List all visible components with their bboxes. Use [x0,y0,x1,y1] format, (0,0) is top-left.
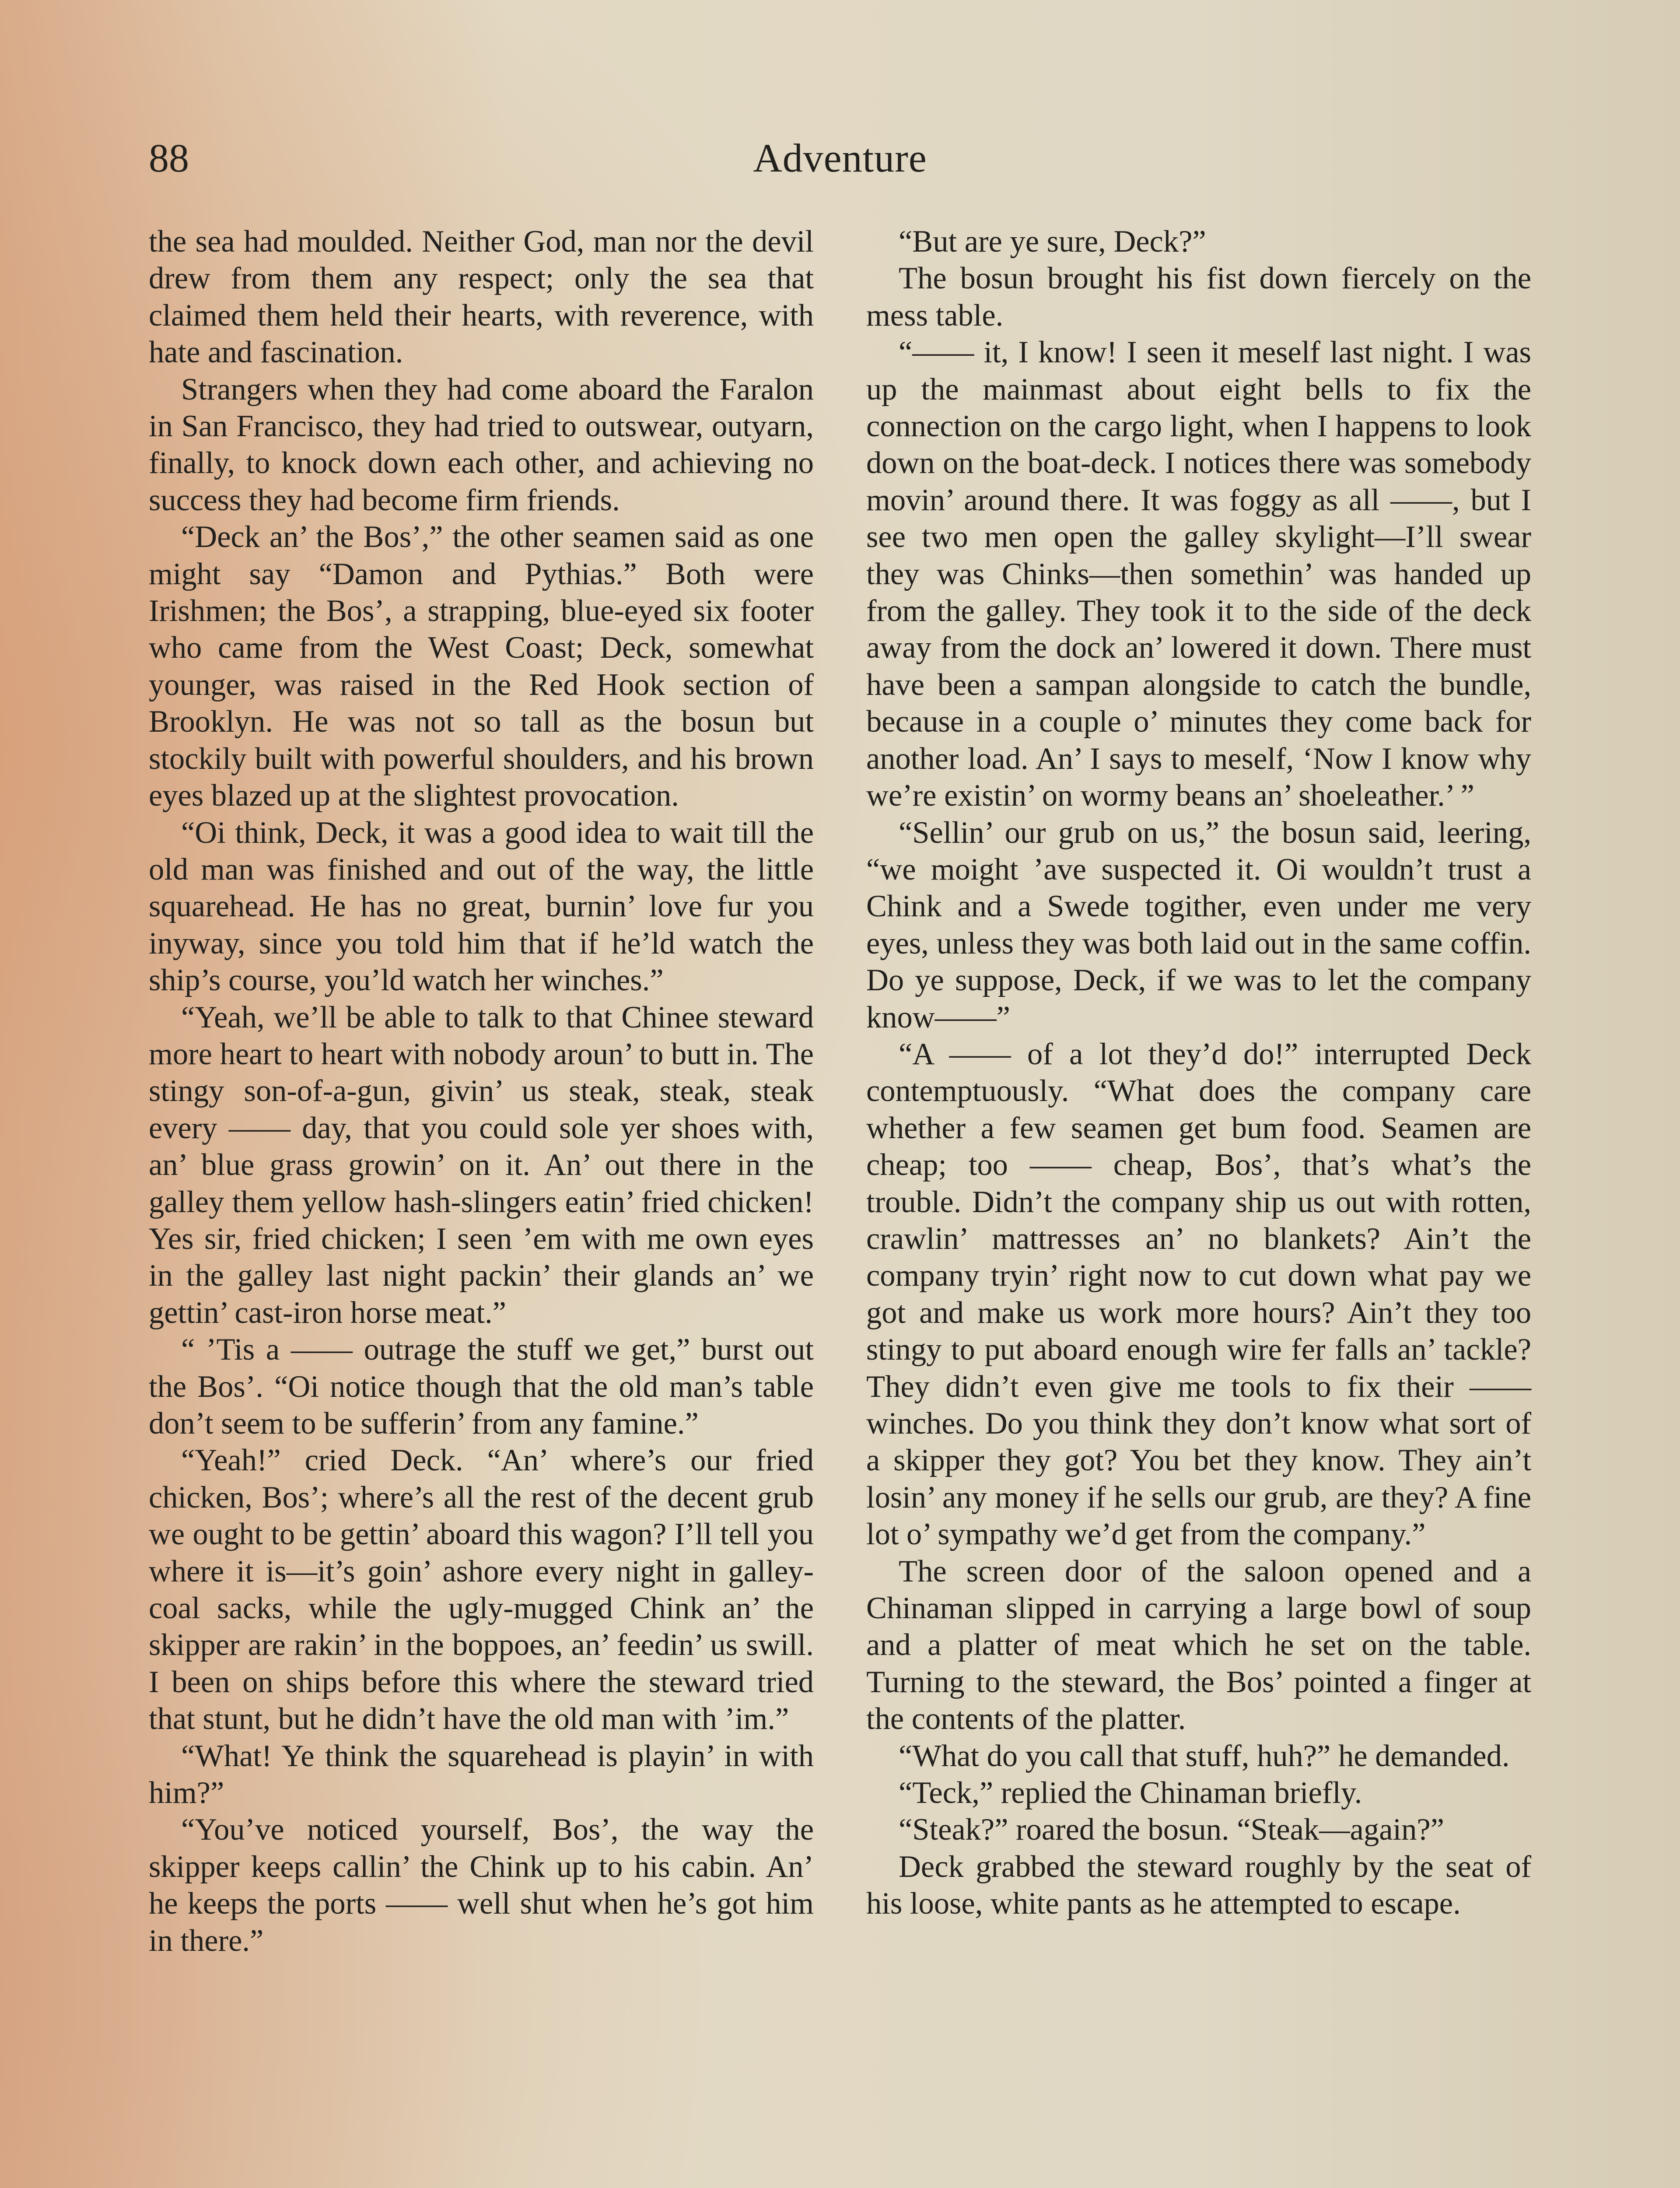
page-header [149,130,1531,186]
paragraph: “But are ye sure, Deck?” [899,224,1206,259]
paragraph: The screen door of the saloon opened and a Chinaman slipped in carrying a large bowl of soup and a platter of meat which he set on the table. Turning to the steward, the Bos’ pointed a finger at the contents of the platter. [866,1554,1531,1736]
paragraph: “Teck,” replied the Chinaman briefly. [899,1776,1362,1810]
paragraph: “You’ve noticed yourself, Bos’, the way the skipper keeps callin’ the Chink up to his cabin. An’ he keeps the ports —— well shut when he’s got him in there.” [149,1813,814,1958]
paragraph: The bosun brought his fist down fiercely on the mess table. [866,261,1531,333]
paragraph: “What! Ye think the squarehead is playin’ in with him?” [149,1739,814,1810]
paragraph: Strangers when they had come aboard the Faralon in San Francisco, they had tried to outswear, outyarn, finally, to knock down each other, and achieving no success they had become firm friends. [149,372,814,517]
paragraph: “What do you call that stuff, huh?” he demanded. [899,1739,1510,1773]
paragraph: “Yeah!” cried Deck. “An’ where’s our fried chicken, Bos’; where’s all the rest of the decent grub we ought to be gettin’ aboard this wagon? I’ll tell you where it is—it’s goin’ ashore every night in galley-coal sacks, while the ugly-mugged Chink an’ the skipper are rakin’ in the boppoes, an’ feedin’ us swill. I been on ships before this where the steward tried that stunt, but he didn’t have the old man with ’im.” [149,1443,814,1736]
text-columns [149,223,1531,2188]
paragraph: “Yeah, we’ll be able to talk to that Chinee steward more heart to heart with nobody aroun’ to butt in. The stingy son-of-a-gun, givin’ us steak, steak, steak every —— day, that you could sole yer shoes with, an’ blue grass growin’ on it. An’ out there in the galley them yellow hash-slingers eatin’ fried chicken! Yes sir, fried chicken; I seen ’em with me own eyes in the galley last night packin’ their glands an’ we gettin’ cast-iron horse meat.” [149,1000,814,1330]
running-title: Adventure [753,136,927,180]
paragraph: the sea had moulded. Neither God, man nor the devil drew from them any respect; only the sea that claimed them held their hearts, with reverence, with hate and fascination. [149,224,814,370]
paragraph: “A —— of a lot they’d do!” interrupted Deck contemptuously. “What does the company care whether a few seamen get bum food. Seamen are cheap; too —— cheap, Bos’, that’s what’s the trouble. Didn’t the company ship us out with rotten, crawlin’ mattresses an’ no blankets? Ain’t the company tryin’ right now to cut down what pay we got and make us work more hours? Ain’t they too stingy to put aboard enough wire fer falls an’ tackle? They didn’t even give me tools to fix their —— winches. Do you think they don’t know what sort of a skipper they got? You bet they know. They ain’t losin’ any money if he sells our grub, are they? A fine lot o’ sympathy we’d get from the company.” [866,1037,1531,1552]
left-column [149,223,814,2188]
paragraph: “Deck an’ the Bos’,” the other seamen said as one might say “Damon and Pythias.” Both were Irishmen; the Bos’, a strapping, blue-eyed six footer who came from the West Coast; Deck, somewhat younger, was raised in the Red Hook section of Brooklyn. He was not so tall as the bosun but stockily built with powerful shoulders, and his brown eyes blazed up at the slightest provocation. [149,520,814,813]
right-column [866,223,1531,2188]
paragraph: “Steak?” roared the bosun. “Steak—again?” [899,1813,1444,1847]
page-number: 88 [149,136,189,180]
paragraph: “—— it, I know! I seen it meself last night. I was up the mainmast about eight bells to fix the connection on the cargo light, when I happens to look down on the boat-deck. I notices there was somebody movin’ around there. It was foggy as all ——, but I see two men open the galley skylight—I’ll swear they was Chinks—then somethin’ was handed up from the galley. They took it to the side of the deck away from the dock an’ lowered it down. There must have been a sampan alongside to catch the bundle, because in a couple o’ minutes they come back for another load. An’ I says to meself, ‘Now I know why we’re existin’ on wormy beans an’ shoeleather.’ ” [866,335,1531,813]
paragraph: “Sellin’ our grub on us,” the bosun said, leering, “we moight ’ave suspected it. Oi wouldn’t trust a Chink and a Swede togither, even under me very eyes, unless they was both laid out in the same coffin. Do ye suppose, Deck, if we was to let the company know——” [866,815,1531,1034]
paragraph: “Oi think, Deck, it was a good idea to wait till the old man was finished and out of the way, the little squarehead. He has no great, burnin’ love fur you inyway, since you told him that if he’ld watch the ship’s course, you’ld watch her winches.” [149,815,814,998]
paragraph: Deck grabbed the steward roughly by the seat of his loose, white pants as he attempted to escape. [866,1849,1531,1921]
paragraph: “ ’Tis a —— outrage the stuff we get,” burst out the Bos’. “Oi notice though that the old man’s table don’t seem to be sufferin’ from any famine.” [149,1332,814,1441]
